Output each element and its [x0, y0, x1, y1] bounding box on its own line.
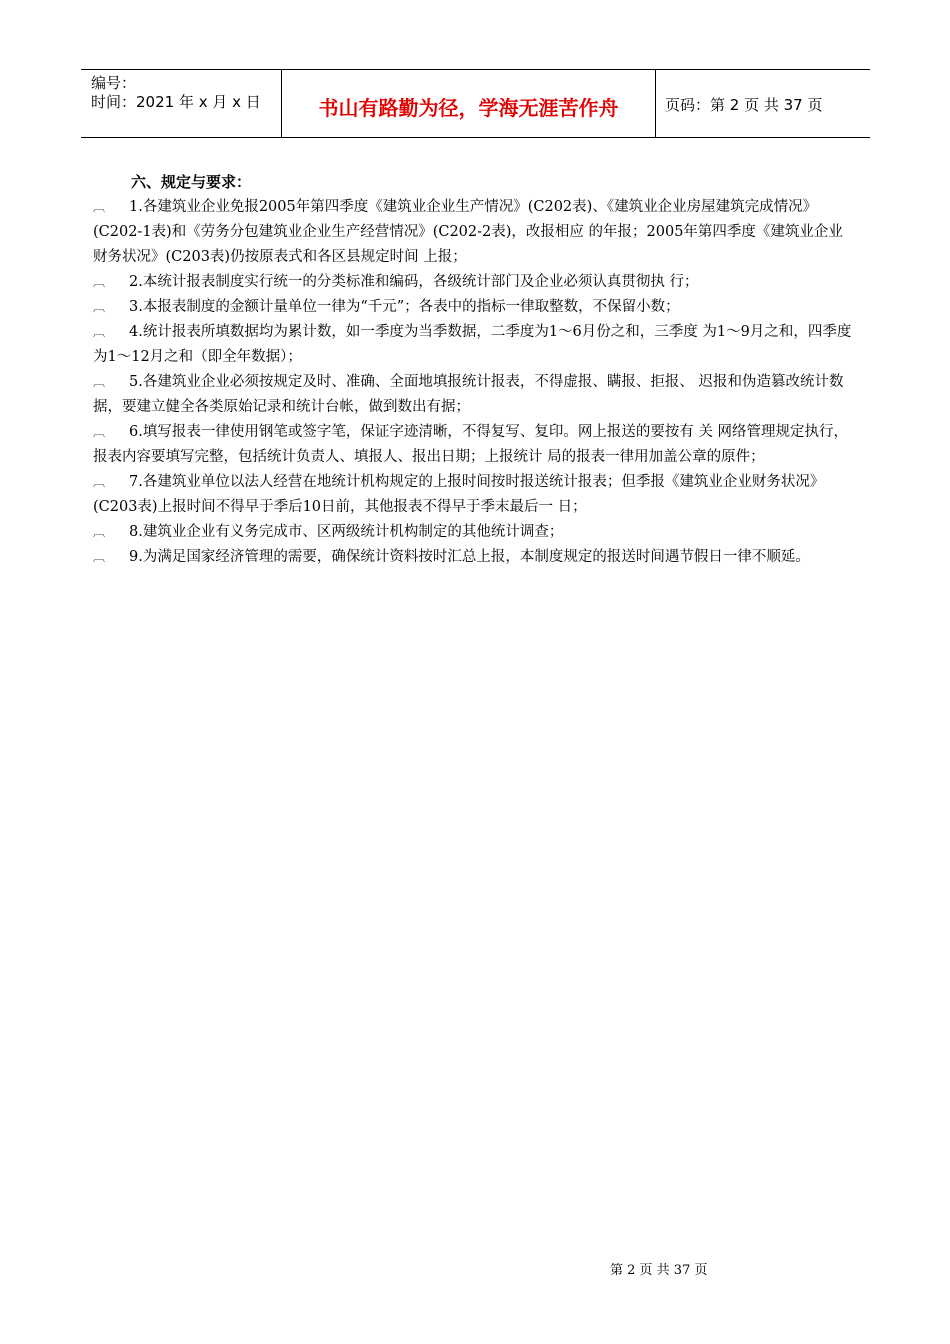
page-header — [81, 69, 870, 138]
list-item — [93, 195, 853, 270]
document-body — [93, 170, 853, 570]
list-item — [93, 520, 853, 545]
header-right-cell — [655, 70, 870, 137]
document-date: 时间：2021 年 x 月 x 日 — [91, 93, 261, 111]
list-item-text: 9.为满足国家经济管理的需要，确保统计资料按时汇总上报，本制度规定的报送时间遇节假日一律不顺延。 — [129, 549, 810, 565]
list-item-text: 5.各建筑业企业必须按规定及时、准确、全面地填报统计报表，不得虚报、瞒报、拒报、 迟报和伪造篡改统计数据，要建立健全各类原始记录和统计台帐，做到数出有据； — [93, 374, 844, 415]
list-item — [93, 295, 853, 320]
list-item — [93, 470, 853, 520]
bullet-mark-icon: ︹ — [93, 275, 106, 289]
bullet-mark-icon: ︹ — [93, 475, 106, 489]
header-left-cell — [81, 70, 281, 137]
section-title: 六、规定与要求： — [131, 173, 252, 191]
document-id-label: 编号： — [91, 74, 137, 92]
bullet-mark-icon: ︹ — [93, 375, 106, 389]
list-item — [93, 270, 853, 295]
bullet-mark-icon: ︹ — [93, 200, 106, 214]
list-item — [93, 370, 853, 420]
header-motto: 书山有路勤为径，学海无涯苦作舟 — [318, 96, 619, 120]
bullet-mark-icon: ︹ — [93, 550, 106, 564]
list-item-text: 4.统计报表所填数据均为累计数，如一季度为当季数据，二季度为1～6月份之和，三季度 为1～9月之和，四季度为1～12月之和（即全年数据）； — [93, 324, 852, 365]
header-middle-cell — [281, 70, 656, 137]
bullet-mark-icon: ︹ — [93, 525, 106, 539]
bullet-mark-icon: ︹ — [93, 300, 106, 314]
bullet-mark-icon: ︹ — [93, 425, 106, 439]
header-page-info: 页码：第 2 页 共 37 页 — [665, 96, 823, 114]
list-item-text: 1.各建筑业企业免报2005年第四季度《建筑业企业生产情况》(C202表)、《建筑业企业房屋建筑完成情况》(C202-1表)和《劳务分包建筑业企业生产经营情况》(C202-2表)，改报相应 的年报；2005年第四季度《建筑业企业财务状况》(C203表)仍按原表式和各区县规定时间 上报； — [93, 199, 843, 265]
bullet-mark-icon: ︹ — [93, 325, 106, 339]
list-item — [93, 320, 853, 370]
list-item-text: 7.各建筑业单位以法人经营在地统计机构规定的上报时间按时报送统计报表；但季报《建筑业企业财务状况》(C203表)上报时间不得早于季后10日前，其他报表不得早于季末最后一 日； — [93, 474, 825, 515]
list-item — [93, 545, 853, 570]
list-item-text: 8.建筑业企业有义务完成市、区两级统计机构制定的其他统计调查； — [129, 524, 564, 540]
requirements-list — [93, 195, 853, 570]
list-item-text: 2.本统计报表制度实行统一的分类标准和编码，各级统计部门及企业必须认真贯彻执 行； — [129, 274, 699, 290]
list-item-text: 3.本报表制度的金额计量单位一律为“千元”；各表中的指标一律取整数，不保留小数； — [129, 299, 680, 315]
list-item — [93, 420, 853, 470]
list-item-text: 6.填写报表一律使用钢笔或签字笔，保证字迹清晰，不得复写、复印。网上报送的要按有 关 网络管理规定执行，报表内容要填写完整，包括统计负责人、填报人、报出日期；上报统计 局的报表一律用加盖公章的原件； — [93, 424, 849, 465]
page-footer: 第 2 页 共 37 页 — [610, 1263, 708, 1278]
